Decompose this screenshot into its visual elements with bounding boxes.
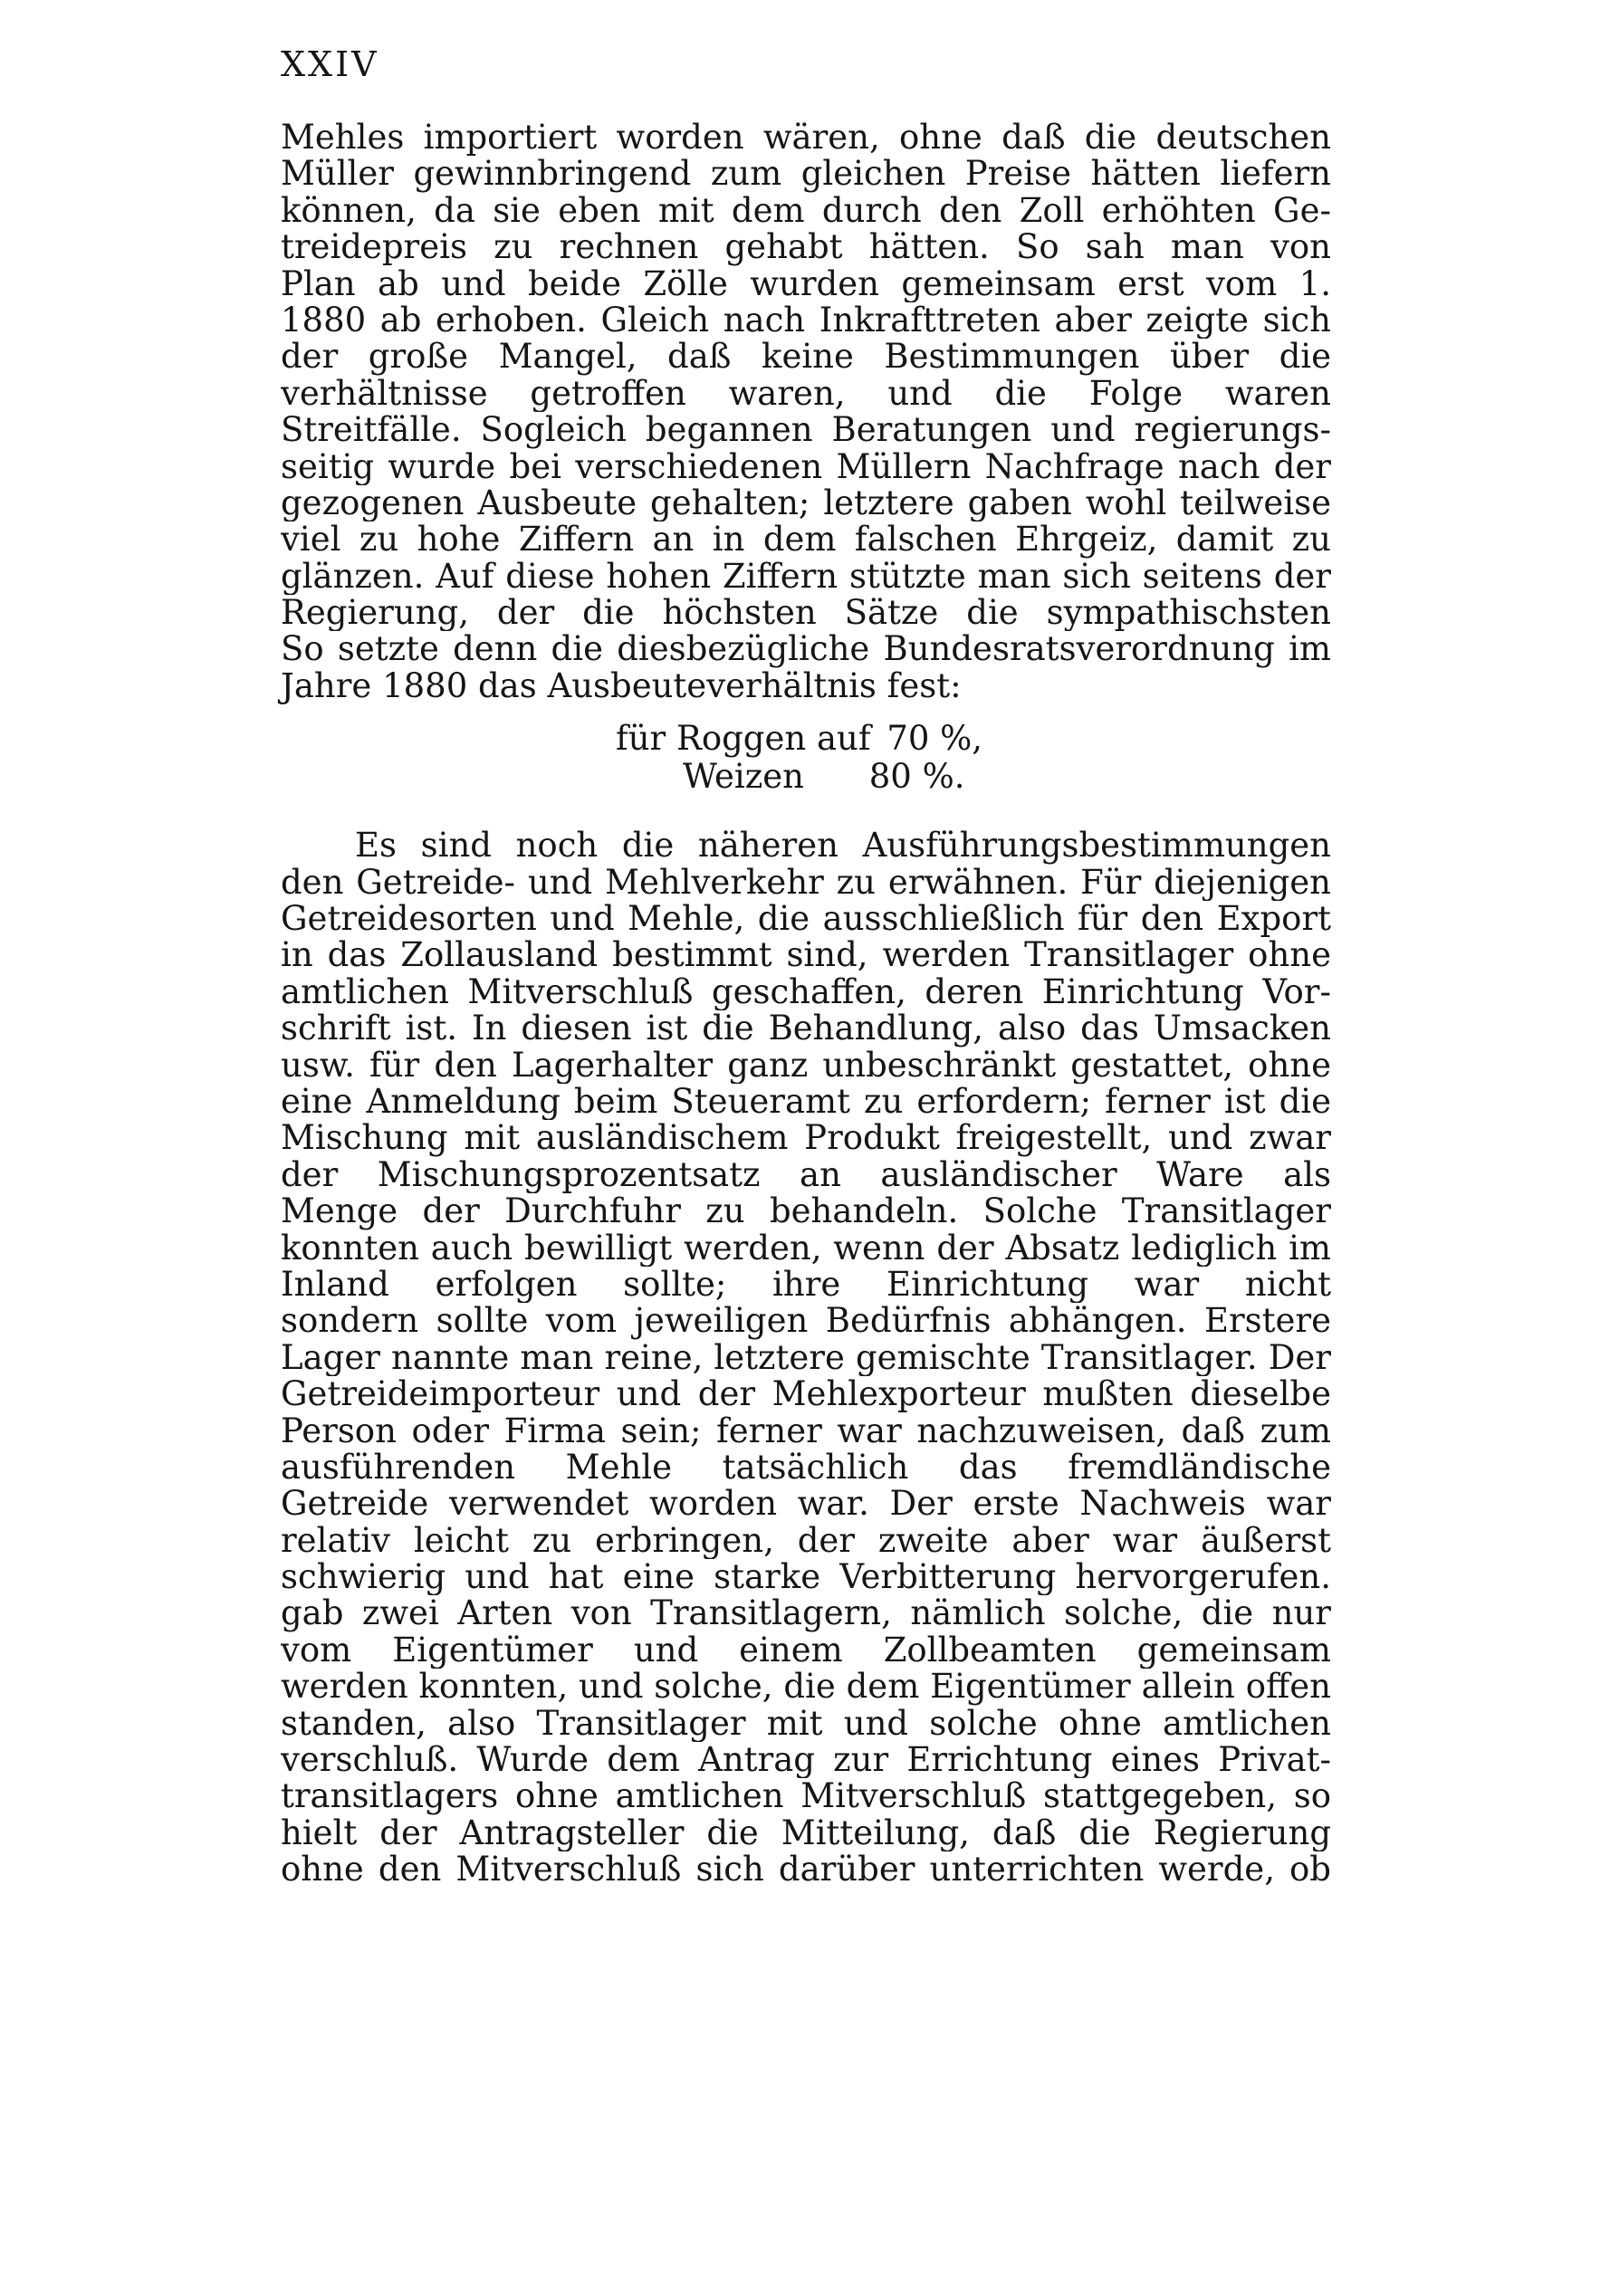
- text-line: Getreideimporteur und der Mehlexporteur mußten dieselbe: [281, 1376, 1331, 1413]
- text-line: Müller gewinnbringend zum gleichen Preise hätten liefern: [281, 156, 1331, 193]
- table-row-rye: [616, 721, 982, 757]
- paragraph-1: [281, 120, 1331, 704]
- text-line: Inland erfolgen sollte; ihre Einrichtung war nicht: [281, 1266, 1331, 1304]
- paragraph-2: [281, 828, 1331, 1888]
- text-line: glänzen. Auf diese hohen Ziffern stützte man sich seitens der: [281, 558, 1331, 596]
- text-line: sondern sollte vom jeweiligen Bedürfnis abhängen. Erstere: [281, 1303, 1331, 1340]
- text-line: standen, also Transitlager mit und solche ohne amtlichen: [281, 1705, 1331, 1743]
- text-line: Getreide verwendet worden war. Der erste Nachweis war: [281, 1486, 1331, 1523]
- text-line: Es sind noch die näheren Ausführungsbestimmungen: [355, 828, 1331, 865]
- text-line: in das Zollausland bestimmt sind, werden Transitlager ohne: [281, 937, 1331, 974]
- text-line: relativ leicht zu erbringen, der zweite aber war äußerst: [281, 1522, 1331, 1560]
- text-line: können, da sie eben mit dem durch den Zoll erhöhten Ge-: [281, 192, 1331, 230]
- row-value: 70 %,: [886, 719, 983, 759]
- text-line: Getreidesorten und Mehle, die ausschließlich für den Export: [281, 901, 1331, 938]
- text-line: verhältnisse getroffen waren, und die Folge waren: [281, 375, 1331, 413]
- text-line: gab zwei Arten von Transitlagern, nämlich solche, die nur: [281, 1595, 1331, 1632]
- text-line: viel zu hohe Ziffern an in dem falschen Ehrgeiz, damit zu: [281, 521, 1331, 559]
- text-line: seitig wurde bei verschiedenen Müllern Nachfrage nach der: [281, 448, 1331, 485]
- text-line: Mehles importiert worden wären, ohne daß die deutschen: [281, 120, 1331, 157]
- text-line: vom Eigentümer und einem Zollbeamten gemeinsam: [281, 1631, 1331, 1669]
- text-line: 1880 ab erhoben. Gleich nach Inkrafttreten aber zeigte sich: [281, 301, 1331, 340]
- text-line: Jahre 1880 das Ausbeuteverhältnis fest:: [281, 665, 962, 705]
- body-text: [281, 120, 1331, 1889]
- row-value: 80 %.: [868, 757, 965, 797]
- text-line: treidepreis zu rechnen gehabt hätten. So sah man von: [281, 229, 1331, 266]
- row-label: für Roggen auf: [616, 719, 871, 759]
- text-line: Menge der Durchfuhr zu behandeln. Solche Transitlager: [281, 1193, 1331, 1230]
- table-row-wheat: [683, 759, 965, 795]
- text-line: der Mischungsprozentsatz an ausländischer Ware als: [281, 1156, 1331, 1194]
- text-line: ohne den Mitverschluß sich darüber unterrichten werde, ob: [281, 1851, 1331, 1889]
- text-line: schwierig und hat eine starke Verbitterung hervorgerufen.: [281, 1559, 1331, 1596]
- text-line: den Getreide- und Mehlverkehr zu erwähnen. Für diejenigen: [281, 864, 1331, 902]
- text-line: verschluß. Wurde dem Antrag zur Errichtung eines Privat-: [281, 1742, 1331, 1779]
- text-line: Lager nannte man reine, letztere gemischte Transitlager. Der: [281, 1339, 1331, 1377]
- text-line: schrift ist. In diesen ist die Behandlung, also das Umsacken: [281, 1010, 1331, 1048]
- yield-ratio-table: [281, 721, 1331, 811]
- text-line: Plan ab und beide Zölle wurden gemeinsam erst vom 1.: [281, 265, 1331, 302]
- text-line: amtlichen Mitverschluß geschaffen, deren Einrichtung Vor-: [281, 973, 1331, 1011]
- text-line: Regierung, der die höchsten Sätze die sympathischsten: [281, 595, 1331, 632]
- page-number: XXIV: [281, 44, 379, 84]
- text-line: So setzte denn die diesbezügliche Bundesratsverordnung im: [281, 631, 1331, 668]
- row-label: Weizen: [683, 757, 804, 797]
- text-line: Person oder Firma sein; ferner war nachzuweisen, daß zum: [281, 1412, 1331, 1449]
- text-line: Streitfälle. Sogleich begannen Beratungen und regierungs-: [281, 412, 1331, 449]
- text-line: Mischung mit ausländischem Produkt freigestellt, und zwar: [281, 1120, 1331, 1157]
- text-line: ausführenden Mehle tatsächlich das fremdländische: [281, 1449, 1331, 1487]
- text-line: eine Anmeldung beim Steueramt zu erfordern; ferner ist die: [281, 1083, 1331, 1121]
- text-line: usw. für den Lagerhalter ganz unbeschränkt gestattet, ohne: [281, 1047, 1331, 1084]
- text-line: der große Mangel, daß keine Bestimmungen über die: [281, 339, 1331, 376]
- text-line: transitlagers ohne amtlichen Mitverschluß stattgegeben, so: [281, 1778, 1331, 1815]
- text-line: werden konnten, und solche, die dem Eigentümer allein offen: [281, 1669, 1331, 1706]
- text-line: konnten auch bewilligt werden, wenn der Absatz lediglich im: [281, 1229, 1331, 1267]
- text-line: gezogenen Ausbeute gehalten; letztere gaben wohl teilweise: [281, 484, 1331, 522]
- text-line: hielt der Antragsteller die Mitteilung, daß die Regierung: [281, 1814, 1331, 1852]
